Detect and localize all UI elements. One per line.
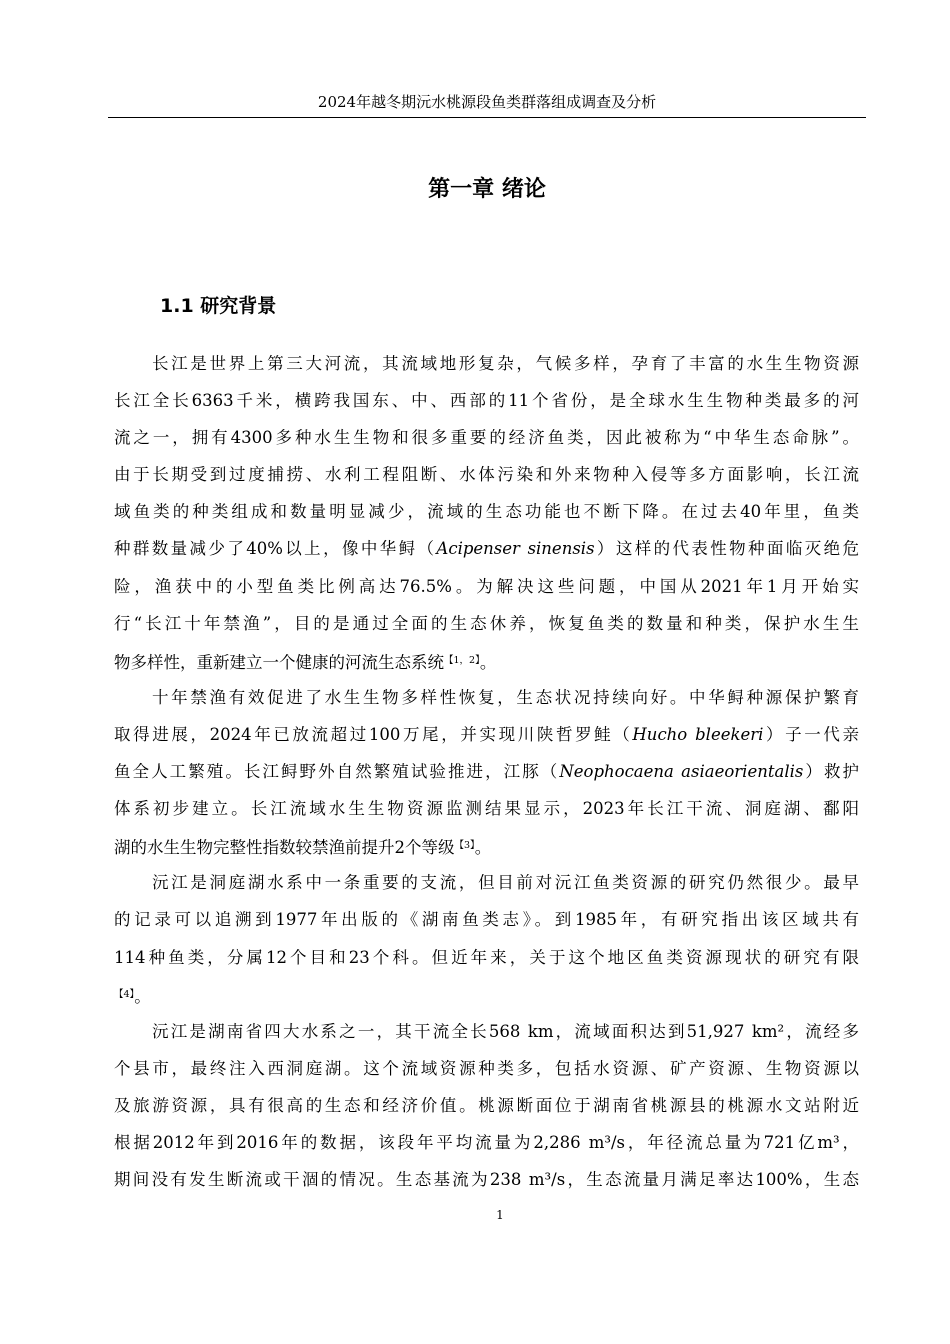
line-text: 沅江是洞庭湖水系中一条重要的支流，但目前对沅江鱼类资源的研究仍然很少。最早 — [152, 873, 859, 893]
section-heading: 1.1 研究背景 — [160, 295, 277, 317]
paragraph-line — [114, 568, 859, 605]
page-number: 1 — [496, 1208, 504, 1222]
paragraph-line — [114, 605, 859, 642]
species-name: Acipenser sinensis — [436, 539, 595, 559]
citation-ref: 【3】 — [454, 840, 475, 852]
paragraph-line — [114, 419, 859, 456]
line-text: 长江是世界上第三大河流，其流域地形复杂，气候多样，孕育了丰富的水生生物资源 — [152, 354, 859, 373]
paragraph-line — [114, 939, 859, 976]
line-text: 长江全长6363千米，横跨我国东、中、西部的11个省份，是全球水生生物种类最多的河 — [114, 391, 859, 411]
paragraph-line — [114, 642, 859, 679]
paragraph-line — [114, 1013, 859, 1050]
line-text: 根据2012年到2016年的数据，该段年平均流量为2,286 m³/s，年径流总量为721亿m³， — [114, 1132, 859, 1152]
line-text: 种群数量减少了40%以上，像中华鲟（Acipenser sinensis）这样的代表性物种面临灭绝危 — [114, 539, 860, 559]
line-text: 的记录可以追溯到1977年出版的《湖南鱼类志》。到1985年，有研究指出该区域共有 — [114, 910, 859, 930]
line-text: 物多样性，重新建立一个健康的河流生态系统 — [114, 652, 444, 672]
line-tail: 。 — [134, 986, 151, 1006]
chapter-title: 第一章 绪论 — [428, 177, 546, 202]
citation-ref: 【4】 — [114, 988, 135, 1000]
citation-ref: 【1，2】 — [444, 654, 480, 666]
paragraph-line — [114, 864, 859, 901]
body-text — [114, 345, 859, 1198]
line-text: 期间没有发生断流或干涸的情况。生态基流为238 m³/s，生态流量月满足率达100%，生态 — [114, 1170, 859, 1190]
paragraph-line — [114, 753, 859, 790]
line-text: 由于长期受到过度捕捞、水利工程阻断、水体污染和外来物种入侵等多方面影响，长江流 — [114, 465, 859, 485]
species-name: Neophocaena asiaeorientalis — [559, 762, 804, 782]
line-text: 体系初步建立。长江流域水生生物资源监测结果显示，2023年长江干流、洞庭湖、鄱阳 — [114, 799, 859, 819]
paragraph-line — [114, 493, 859, 530]
line-text: 行“长江十年禁渔”，目的是通过全面的生态休养，恢复鱼类的数量和种类，保护水生生 — [114, 613, 859, 633]
line-text: 湖的水生生物完整性指数较禁渔前提升2个等级 — [114, 838, 455, 858]
paragraph-line — [114, 1050, 859, 1087]
line-text: 个县市，最终注入西洞庭湖。这个流域资源种类多，包括水资源、矿产资源、生物资源以 — [114, 1058, 859, 1078]
paragraph-line — [114, 679, 859, 716]
paragraph-line — [114, 716, 859, 753]
line-text: 十年禁渔有效促进了水生生物多样性恢复，生态状况持续向好。中华鲟种源保护繁育 — [152, 687, 859, 707]
line-text: 取得进展，2024年已放流超过100万尾，并实现川陕哲罗鲑（Hucho bleekeri）子一代亲 — [114, 724, 859, 744]
line-text: 沅江是湖南省四大水系之一，其干流全长568 km，流域面积达到51,927 km²，流经多 — [152, 1021, 859, 1041]
paragraph-line — [114, 901, 859, 938]
paragraph-line — [114, 382, 859, 419]
line-text: 114种鱼类，分属12个目和23个科。但近年来，关于这个地区鱼类资源现状的研究有限 — [114, 947, 859, 967]
line-tail: 。 — [479, 652, 497, 672]
line-tail: 。 — [474, 838, 492, 858]
paragraph-line — [114, 1124, 859, 1161]
paragraph-line — [114, 976, 859, 1013]
paragraph-line — [114, 827, 859, 864]
species-name: Hucho bleekeri — [632, 724, 764, 744]
paragraph-line — [114, 1087, 859, 1124]
paragraph-line — [114, 1161, 859, 1198]
header-rule — [108, 117, 866, 118]
paragraph-line — [114, 345, 859, 382]
line-text: 险，渔获中的小型鱼类比例高达76.5%。为解决这些问题，中国从2021年1月开始实 — [114, 576, 859, 596]
paragraph-line — [114, 790, 859, 827]
paragraph-line — [114, 456, 859, 493]
line-text: 域鱼类的种类组成和数量明显减少，流域的生态功能也不断下降。在过去40年里，鱼类 — [114, 502, 859, 522]
line-text: 流之一，拥有4300多种水生生物和很多重要的经济鱼类，因此被称为“中华生态命脉”。 — [114, 428, 859, 448]
running-header: 2024年越冬期沅水桃源段鱼类群落组成调查及分析 — [317, 93, 657, 111]
line-text: 鱼全人工繁殖。长江鲟野外自然繁殖试验推进，江豚（Neophocaena asiaeorientalis）救护 — [114, 762, 860, 782]
paragraph-line — [114, 530, 859, 567]
line-text: 及旅游资源，具有很高的生态和经济价值。桃源断面位于湖南省桃源县的桃源水文站附近 — [114, 1095, 859, 1115]
